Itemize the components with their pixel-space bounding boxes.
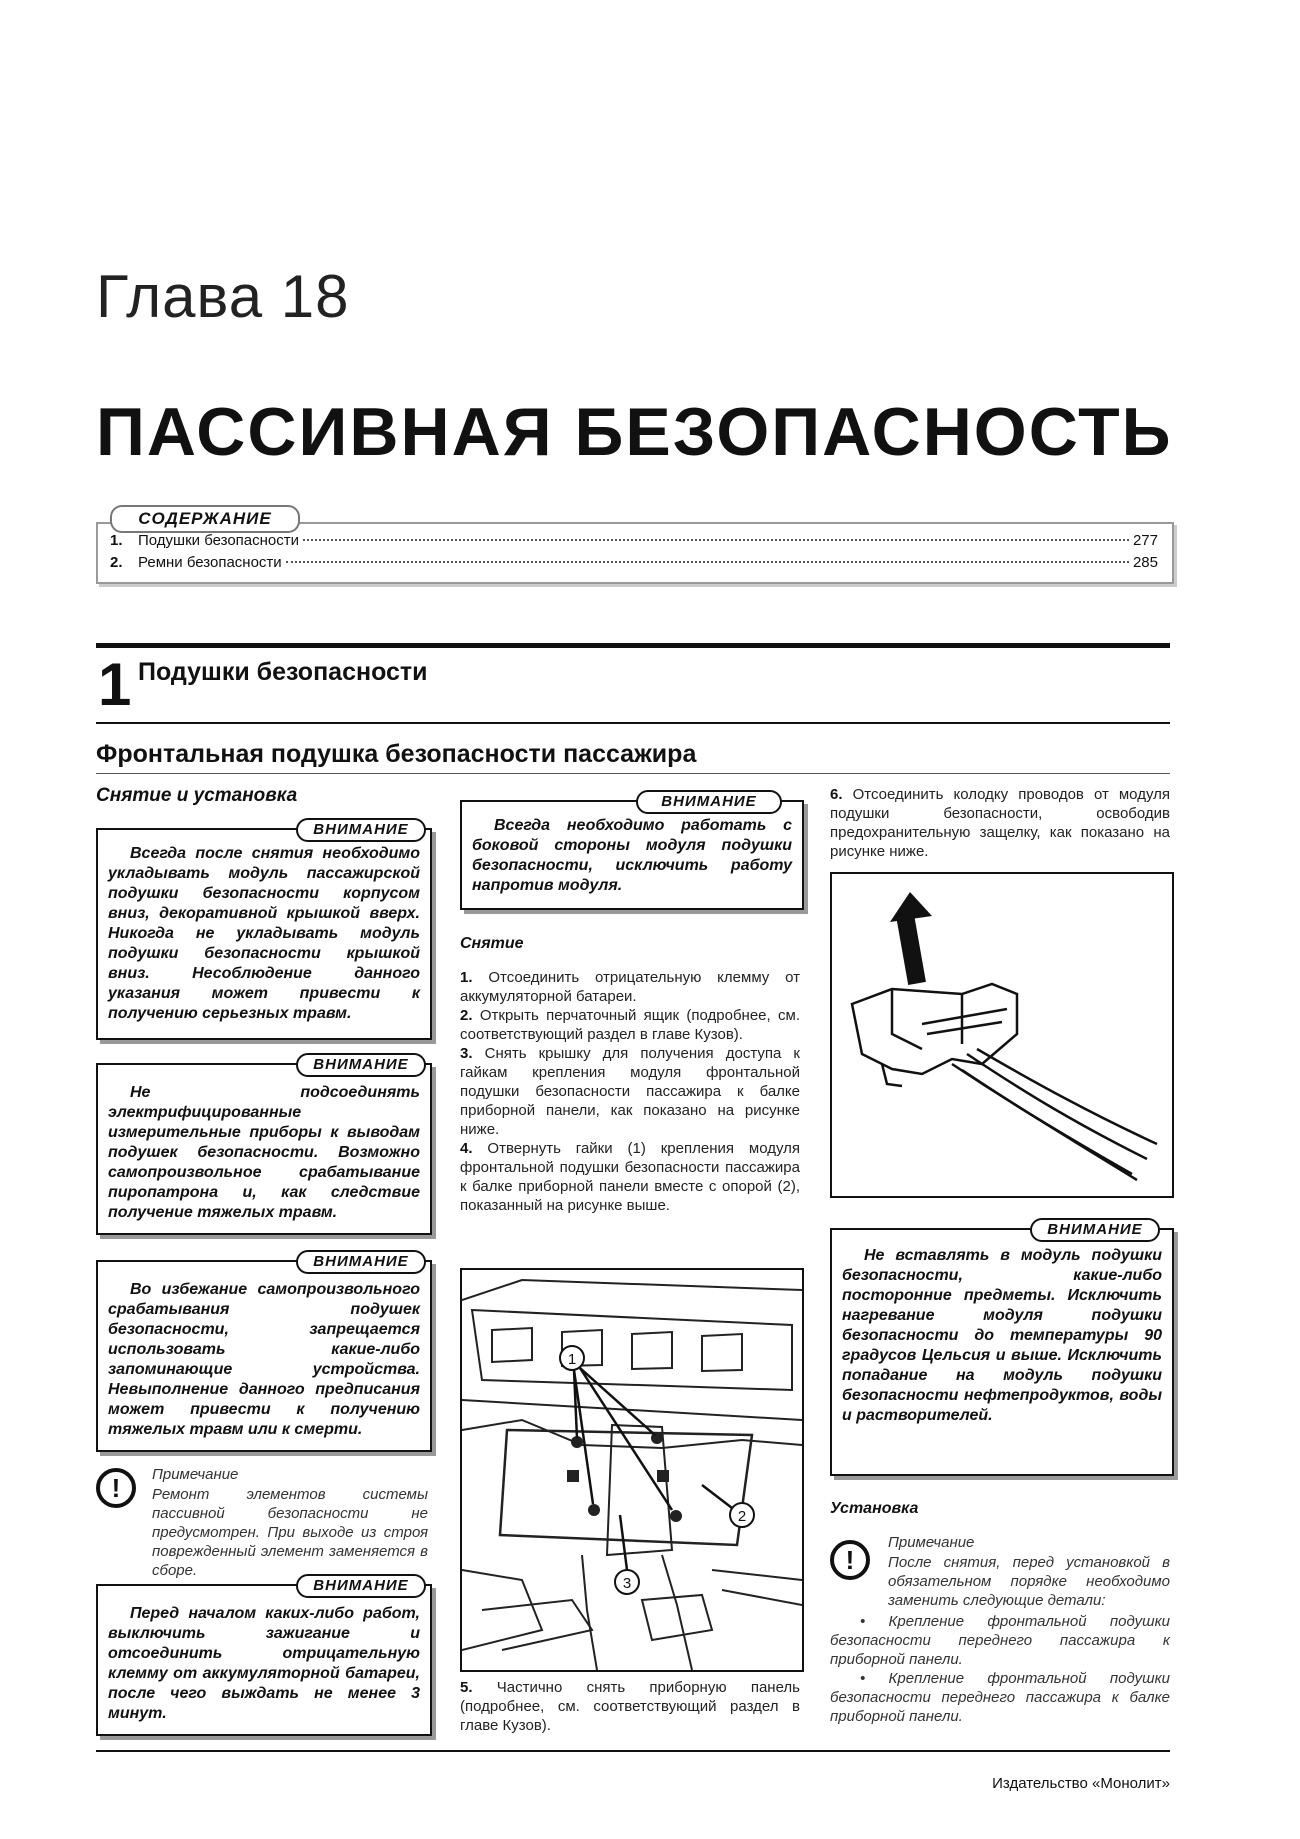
bullet-item: • Крепление фронтальной подушки безопасности переднего пассажира к балке приборной панели. (830, 1670, 1170, 1725)
warning-tag: ВНИМАНИЕ (636, 790, 782, 814)
step-number: 6. (830, 786, 843, 803)
step-item (460, 1044, 800, 1139)
step-number: 3. (460, 1045, 473, 1062)
callout-1-label: 1 (567, 1351, 577, 1368)
subsection-title: Фронтальная подушка безопасности пассажира (96, 740, 697, 768)
install-title: Установка (830, 1500, 919, 1517)
install-note-intro: После снятия, перед установкой в обязательном порядке необходимо заменить следующие детали: (888, 1554, 1170, 1609)
note-label: Примечание (152, 1466, 239, 1483)
toc-item-label: Подушки безопасности (138, 532, 300, 549)
warning-text: Во избежание самопроизвольного срабатывания подушек безопасности, запрещается использовать какие-либо запоминающие устройства. Невыполнение данного предписания может привести к получению тяжелых травм или к смерти. (108, 1281, 420, 1438)
toc-item[interactable] (110, 532, 1158, 549)
warning-text: Всегда необходимо работать с боковой стороны модуля подушки безопасности, исключить работу напротив модуля. (472, 817, 792, 894)
toc-item-num: 1. (110, 532, 123, 549)
chapter-label: Глава 18 (96, 263, 350, 330)
warning-text: Не подсоединять электрифицированные измерительные приборы к выводам подушек безопасности. Возможно самопроизвольное срабатывание пиропатрона и, как следствие получение тяжелых травм. (108, 1084, 420, 1221)
toc-tag: СОДЕРЖАНИЕ (110, 505, 300, 533)
connector-drawing (832, 874, 1172, 1196)
bullet-text: Крепление фронтальной подушки безопасности переднего пассажира к балке приборной панели. (830, 1670, 1170, 1725)
section-rule-top (96, 643, 1170, 648)
exclamation-icon: ! (830, 1540, 870, 1580)
warning-box (460, 800, 804, 910)
step-text: Снять крышку для получения доступа к гайкам крепления модуля фронтальной подушки безопасности пассажира к балке приборной панели, как показано на рисунке ниже. (460, 1045, 800, 1138)
step-text: Отсоединить колодку проводов от модуля подушки безопасности, освободив предохранительную защелку, как показано на рисунке ниже. (830, 786, 1170, 860)
warning-tag: ВНИМАНИЕ (1030, 1218, 1160, 1242)
step-number: 4. (460, 1140, 473, 1157)
toc-item-label: Ремни безопасности (138, 554, 282, 571)
step-text: Открыть перчаточный ящик (подробнее, см. соответствующий раздел в главе Кузов). (460, 1007, 800, 1043)
toc-leader (303, 539, 1129, 541)
note-text: Ремонт элементов системы пассивной безопасности не предусмотрен. При выходе из строя поврежденный элемент заменяется в сборе. (152, 1486, 428, 1579)
step-item (460, 1678, 800, 1735)
bullet-item: • Крепление фронтальной подушки безопасности переднего пассажира к приборной панели. (830, 1613, 1170, 1668)
removal-steps (460, 968, 800, 1215)
warning-box (96, 1063, 432, 1235)
step-text: Отвернуть гайки (1) крепления модуля фронтальной подушки безопасности пассажира к балке приборной панели вместе с опорой (2), показанный на рисунке выше. (460, 1140, 801, 1214)
toc-item[interactable] (110, 554, 1158, 571)
step-number: 2. (460, 1007, 473, 1024)
step-item (460, 1139, 800, 1215)
warning-text: Всегда после снятия необходимо укладывать модуль пассажирской подушки безопасности корпусом вниз, декоративной крышкой вверх. Никогда не укладывать модуль подушки безопасности крышкой вниз. Несоблюдение данного указания может привести к получению серьезных травм. (108, 845, 420, 1022)
callout-3-label: 3 (622, 1575, 632, 1592)
footer-rule (96, 1750, 1170, 1752)
warning-text: Не вставлять в модуль подушки безопасности, какие-либо посторонние предметы. Исключить нагревание модуля подушки безопасности до температуры 90 градусов Цельсия и выше. Исключить попадание на модуль подушки безопасности нефтепродуктов, воды и растворителей. (842, 1247, 1162, 1424)
publisher-footer: Издательство «Монолит» (992, 1775, 1170, 1792)
step-text: Частично снять приборную панель (подробнее, см. соответствующий раздел в главе Кузов). (460, 1679, 800, 1734)
toc-item-page: 277 (1132, 532, 1158, 549)
step-text: Отсоединить отрицательную клемму от аккумуляторной батареи. (460, 969, 800, 1005)
step-number: 5. (460, 1679, 473, 1696)
step-item (460, 1006, 800, 1044)
removal-title: Снятие (460, 935, 524, 952)
warning-tag: ВНИМАНИЕ (296, 818, 426, 842)
warning-text: Перед началом каких-либо работ, выключить зажигание и отсоединить отрицательную клемму от аккумуляторной батареи, после чего выждать не менее 3 минут. (108, 1605, 420, 1722)
exclamation-icon: ! (96, 1468, 136, 1508)
warning-box (96, 1260, 432, 1452)
subsection-rule (96, 773, 1170, 774)
section-number: 1 (98, 651, 132, 718)
toc-leader (286, 561, 1129, 563)
warning-box (830, 1228, 1174, 1476)
figure-connector (830, 872, 1174, 1198)
warning-tag: ВНИМАНИЕ (296, 1250, 426, 1274)
step-item (460, 968, 800, 1006)
warning-box (96, 1584, 432, 1736)
install-bullets (830, 1612, 1170, 1726)
toc-item-page: 285 (1132, 554, 1158, 571)
toc-item-num: 2. (110, 554, 123, 571)
figure-airbag-mount (460, 1268, 804, 1672)
section-title: Подушки безопасности (138, 658, 428, 686)
warning-tag: ВНИМАНИЕ (296, 1053, 426, 1077)
warning-tag: ВНИМАНИЕ (296, 1574, 426, 1598)
step-item (830, 785, 1170, 861)
subsection-subtitle: Снятие и установка (96, 785, 298, 806)
bullet-text: Крепление фронтальной подушки безопасности переднего пассажира к приборной панели. (830, 1613, 1170, 1668)
airbag-mount-drawing (462, 1270, 802, 1670)
section-rule-bottom (96, 722, 1170, 724)
callout-2-label: 2 (737, 1508, 747, 1525)
warning-box (96, 828, 432, 1040)
note-label: Примечание (888, 1534, 975, 1551)
chapter-title: ПАССИВНАЯ БЕЗОПАСНОСТЬ (96, 394, 1173, 470)
step-number: 1. (460, 969, 473, 986)
